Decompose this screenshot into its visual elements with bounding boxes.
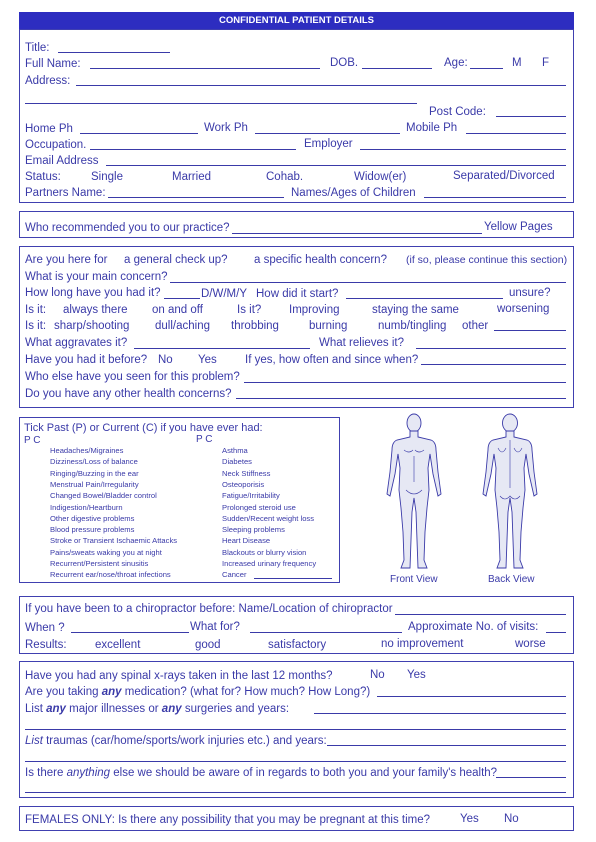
status-separated-option[interactable]: Separated/Divorced [453, 170, 555, 182]
burning-option[interactable]: burning [309, 320, 348, 332]
xrays-no-option[interactable]: No [370, 669, 385, 681]
home-ph-label: Home Ph [25, 123, 73, 135]
throbbing-option[interactable]: throbbing [231, 320, 279, 332]
result-excellent-option[interactable]: excellent [95, 639, 141, 651]
email-field[interactable] [106, 165, 566, 166]
traumas-question: List traumas (car/home/sports/work injuries etc.) and years: [25, 735, 327, 747]
relieves-field[interactable] [416, 348, 566, 349]
front-view-caption: Front View [390, 574, 438, 585]
checklist-item[interactable]: Changed Bowel/Bladder control [50, 491, 157, 501]
checklist-item[interactable]: Sleeping problems [222, 525, 285, 535]
worsening-option[interactable]: worsening [497, 303, 550, 315]
pregnancy-no-option[interactable]: No [504, 813, 519, 825]
other-concerns-field[interactable] [236, 398, 566, 399]
how-long-field[interactable] [164, 298, 200, 299]
traumas-field-1[interactable] [327, 745, 566, 746]
had-before-label: Have you had it before? [25, 354, 148, 366]
visits-field[interactable] [546, 632, 566, 633]
checklist-item[interactable]: Pains/sweats waking you at night [50, 547, 162, 557]
dob-label: DOB. [330, 57, 359, 69]
employer-label: Employer [304, 138, 353, 150]
pregnancy-yes-option[interactable]: Yes [460, 813, 479, 825]
xrays-yes-option[interactable]: Yes [407, 669, 426, 681]
children-label: Names/Ages of Children [291, 187, 416, 199]
checklist-item[interactable]: Diabetes [222, 457, 252, 467]
pc-header-right: P C [196, 434, 213, 445]
checklist-item[interactable]: Sudden/Recent weight loss [222, 513, 315, 523]
checklist-item[interactable]: Other digestive problems [50, 513, 135, 523]
dob-field[interactable] [362, 68, 432, 69]
checklist-item[interactable]: Menstrual Pain/Irregularity [50, 479, 139, 489]
post-code-field[interactable] [496, 116, 566, 117]
always-there-option[interactable]: always there [63, 304, 128, 316]
title-field[interactable] [58, 52, 170, 53]
result-satisfactory-option[interactable]: satisfactory [268, 639, 327, 651]
gender-f-option[interactable]: F [542, 57, 550, 69]
occupation-field[interactable] [90, 149, 296, 150]
had-before-no-option[interactable]: No [158, 354, 173, 366]
illness-question: List any major illnesses or any surgeries and years: [25, 703, 290, 715]
when-field[interactable] [71, 632, 189, 633]
checklist-title: Tick Past (P) or Current (C) if you have ever had: [24, 422, 263, 434]
checklist-item[interactable]: Cancer [222, 570, 247, 580]
result-good-option[interactable]: good [195, 639, 221, 651]
chiropractor-before-label: If you have been to a chiropractor before: Name/Location of chiropractor [25, 603, 393, 615]
email-label: Email Address [25, 155, 99, 167]
status-single-option[interactable]: Single [91, 171, 123, 183]
address-field-1[interactable] [76, 85, 566, 86]
status-married-option[interactable]: Married [172, 171, 211, 183]
form-title: CONFIDENTIAL PATIENT DETAILS [19, 12, 574, 29]
gender-m-option[interactable]: M [512, 57, 522, 69]
referral-field[interactable] [232, 233, 482, 234]
checklist-item[interactable]: Increased urinary frequency [222, 559, 317, 568]
other-concerns-label: Do you have any other health concerns? [25, 388, 232, 400]
full-name-field[interactable] [90, 68, 320, 69]
staying-same-option[interactable]: staying the same [372, 304, 459, 316]
aggravates-label: What aggravates it? [25, 337, 128, 349]
work-ph-field[interactable] [255, 133, 400, 134]
partners-name-field[interactable] [108, 197, 284, 198]
checklist-item[interactable]: Blackouts or blurry vision [222, 547, 307, 557]
on-off-option[interactable]: on and off [152, 304, 203, 316]
back-view-caption: Back View [488, 574, 535, 585]
if-so-note: (if so, please continue this section) [406, 254, 568, 266]
when-label: When ? [25, 622, 65, 634]
is-it-label-1: Is it: [25, 304, 47, 316]
post-code-label: Post Code: [429, 106, 486, 118]
what-for-field[interactable] [250, 632, 402, 633]
chiropractor-name-field[interactable] [395, 614, 566, 615]
had-before-yes-option[interactable]: Yes [198, 354, 217, 366]
title-label: Title: [25, 42, 50, 54]
visits-label: Approximate No. of visits: [408, 621, 539, 633]
is-it-label-2: Is it: [25, 320, 47, 332]
children-field[interactable] [424, 197, 566, 198]
result-no-improvement-option[interactable]: no improvement [381, 638, 464, 650]
how-start-label: How did it start? [256, 288, 339, 300]
mobile-ph-label: Mobile Ph [406, 122, 458, 134]
sharp-option[interactable]: sharp/shooting [54, 320, 130, 332]
checklist-item[interactable]: Osteoporisis [222, 479, 265, 489]
yellow-pages-option[interactable]: Yellow Pages [484, 221, 553, 233]
address-label: Address: [25, 75, 71, 87]
specific-concern-option[interactable]: a specific health concern? [254, 254, 387, 266]
checklist-item[interactable]: Stroke or Transient Ischaemic Attacks [50, 536, 178, 546]
referral-question: Who recommended you to our practice? [25, 222, 230, 234]
partners-name-label: Partners Name: [25, 187, 106, 199]
general-checkup-option[interactable]: a general check up? [124, 254, 228, 266]
what-for-label: What for? [190, 621, 240, 633]
mobile-ph-field[interactable] [466, 133, 566, 134]
status-widow-option[interactable]: Widow(er) [354, 171, 407, 183]
relieves-label: What relieves it? [319, 337, 405, 349]
employer-field[interactable] [360, 149, 566, 150]
numb-option[interactable]: numb/tingling [378, 320, 447, 332]
age-label: Age: [444, 57, 468, 69]
anything-else-field-1[interactable] [496, 777, 566, 778]
checklist-item[interactable]: Recurrent/Persistent sinusitis [50, 559, 149, 568]
unsure-option[interactable]: unsure? [509, 287, 551, 299]
anything-else-question: Is there anything else we should be aware of in regards to both you and your family's health? [25, 767, 498, 779]
main-concern-label: What is your main concern? [25, 271, 168, 283]
other-field[interactable] [494, 330, 566, 331]
how-start-field[interactable] [346, 298, 503, 299]
checklist-item[interactable]: Recurrent ear/nose/throat infections [50, 570, 171, 580]
if-yes-label: If yes, how often and since when? [245, 354, 419, 366]
results-label: Results: [25, 639, 67, 651]
address-field-2[interactable] [25, 103, 417, 104]
traumas-field-2[interactable] [25, 761, 566, 762]
how-long-label: How long have you had it? [25, 287, 161, 299]
pregnancy-question: FEMALES ONLY: Is there any possibility that you may be pregnant at this time? [25, 814, 431, 826]
cancer-detail-field[interactable] [254, 578, 332, 579]
xrays-question: Have you had any spinal x-rays taken in the last 12 months? [25, 670, 333, 682]
checklist-item[interactable]: Asthma [222, 446, 248, 455]
if-yes-field[interactable] [421, 364, 566, 365]
checklist-item[interactable]: Prolonged steroid use [222, 502, 296, 512]
improving-option[interactable]: Improving [289, 304, 340, 316]
status-cohab-option[interactable]: Cohab. [266, 171, 304, 183]
medication-field[interactable] [377, 696, 566, 697]
checklist-item[interactable]: Blood pressure problems [50, 525, 135, 535]
medication-question: Are you taking any medication? (what for? How much? How Long?) [25, 686, 371, 698]
checklist-item[interactable]: Indigestion/Heartburn [50, 502, 123, 512]
illness-field-1[interactable] [314, 713, 566, 714]
who-else-label: Who else have you seen for this problem? [25, 371, 240, 383]
dwmy-label[interactable]: D/W/M/Y [201, 288, 247, 300]
dull-option[interactable]: dull/aching [155, 320, 210, 332]
who-else-field[interactable] [244, 382, 566, 383]
full-name-label: Full Name: [25, 58, 81, 70]
checklist-item[interactable]: Fatigue/Irritability [222, 491, 280, 501]
status-label: Status: [25, 171, 61, 183]
pc-header-left: P C [24, 435, 41, 446]
here-for-label: Are you here for [25, 254, 108, 266]
main-concern-field[interactable] [170, 282, 566, 283]
checklist-item[interactable]: Dizziness/Loss of balance [50, 457, 138, 467]
front-view-figure[interactable] [380, 412, 448, 574]
back-view-figure[interactable] [476, 412, 544, 574]
other-option[interactable]: other [462, 320, 489, 332]
result-worse-option[interactable]: worse [515, 638, 546, 650]
home-ph-field[interactable] [80, 133, 198, 134]
checklist-item[interactable]: Neck Stiffness [222, 468, 271, 478]
anything-else-field-2[interactable] [25, 792, 566, 793]
age-field[interactable] [470, 68, 503, 69]
occupation-label: Occupation. [25, 139, 87, 151]
checklist-item[interactable]: Headaches/Migraines [50, 446, 124, 455]
checklist-item[interactable]: Heart Disease [222, 536, 271, 546]
is-it-question: Is it? [237, 304, 262, 316]
illness-field-2[interactable] [25, 729, 566, 730]
checklist-item[interactable]: Ringing/Buzzing in the ear [50, 468, 139, 478]
work-ph-label: Work Ph [204, 122, 248, 134]
aggravates-field[interactable] [134, 348, 310, 349]
